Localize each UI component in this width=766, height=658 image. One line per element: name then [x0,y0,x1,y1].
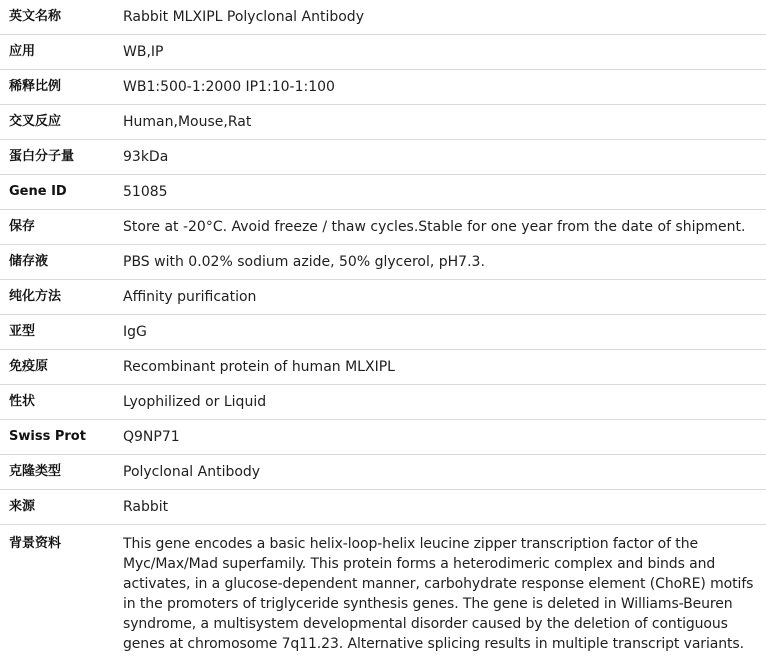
spec-value: IgG [115,315,766,350]
spec-row-application [0,35,766,70]
spec-row-molecular-weight [0,140,766,175]
spec-row-immunogen [0,350,766,385]
spec-row-form [0,385,766,420]
spec-value: Polyclonal Antibody [115,455,766,490]
spec-value: Q9NP71 [115,420,766,455]
spec-value: WB,IP [115,35,766,70]
spec-value: WB1:500-1:2000 IP1:10-1:100 [115,70,766,105]
spec-row-gene-id [0,175,766,210]
spec-value: Lyophilized or Liquid [115,385,766,420]
spec-value: Rabbit [115,490,766,525]
spec-label: 纯化方法 [0,280,115,315]
spec-label: 交叉反应 [0,105,115,140]
spec-value: 93kDa [115,140,766,175]
spec-label: 蛋白分子量 [0,140,115,175]
spec-label: 稀释比例 [0,70,115,105]
spec-row-buffer [0,245,766,280]
spec-row-dilution [0,70,766,105]
spec-value: PBS with 0.02% sodium azide, 50% glycerol, pH7.3. [115,245,766,280]
spec-label: 免疫原 [0,350,115,385]
spec-value: Affinity purification [115,280,766,315]
spec-row-swiss-prot [0,420,766,455]
spec-row-storage [0,210,766,245]
spec-label: 应用 [0,35,115,70]
spec-row-clonality [0,455,766,490]
spec-row-cross-reactivity [0,105,766,140]
spec-row-host [0,490,766,525]
spec-value: Rabbit MLXIPL Polyclonal Antibody [115,0,766,35]
spec-label: 克隆类型 [0,455,115,490]
spec-label: 亚型 [0,315,115,350]
spec-label: Gene ID [0,175,115,210]
spec-label: 背景资料 [0,525,115,658]
spec-value-background: This gene encodes a basic helix-loop-helix leucine zipper transcription factor of the Myc/Max/Mad superfamily. This protein forms a heterodimeric complex and binds and activates, in a glucose-dependent manner, carbohydrate response element (ChoRE) motifs in the promoters of triglyceride synthesis genes. The gene is deleted in Williams-Beuren syndrome, a multisystem developmental disorder caused by the deletion of contiguous genes at chromosome 7q11.23. Alternative splicing results in multiple transcript variants. [115,525,766,658]
spec-label: 保存 [0,210,115,245]
spec-label: 来源 [0,490,115,525]
spec-value: Human,Mouse,Rat [115,105,766,140]
spec-label: 储存液 [0,245,115,280]
spec-label: 性状 [0,385,115,420]
spec-row-background [0,525,766,658]
spec-value: 51085 [115,175,766,210]
spec-label: Swiss Prot [0,420,115,455]
spec-value: Store at -20°C. Avoid freeze / thaw cycles.Stable for one year from the date of shipment. [115,210,766,245]
spec-row-isotype [0,315,766,350]
spec-row-purification [0,280,766,315]
spec-row-english-name [0,0,766,35]
spec-label: 英文名称 [0,0,115,35]
spec-value: Recombinant protein of human MLXIPL [115,350,766,385]
